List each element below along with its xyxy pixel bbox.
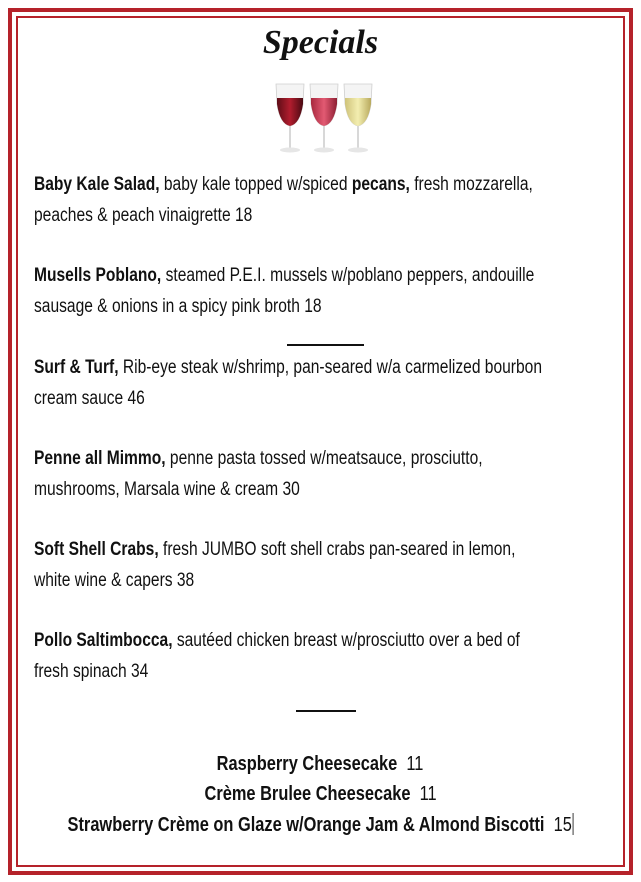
divider: [296, 710, 356, 712]
dessert-strawberry-creme: [0, 810, 641, 840]
divider: [287, 344, 364, 346]
item-name: Pollo Saltimbocca,: [34, 630, 173, 651]
wine-glasses-icon: [270, 78, 380, 160]
item-desc: sautéed chicken breast w/prosciutto over a bed of: [172, 630, 520, 651]
dessert-name: Raspberry Cheesecake: [217, 753, 398, 775]
dessert-name: Crème Brulee Cheesecake: [204, 783, 411, 805]
item-desc: steamed P.E.I. mussels w/poblano peppers, andouille: [161, 265, 535, 286]
red-wine-glass-icon: [276, 84, 304, 153]
item-desc: baby kale topped w/spiced: [159, 174, 352, 195]
item-name: Penne all Mimmo,: [34, 448, 166, 469]
menu-item-soft-shell-crabs: [34, 534, 518, 596]
menu-item-surf-and-turf: [34, 352, 542, 414]
rose-wine-glass-icon: [310, 84, 338, 153]
item-desc-line2: fresh spinach 34: [34, 661, 149, 682]
item-desc-line2: cream sauce 46: [34, 388, 145, 409]
menu-item-baby-kale-salad: [34, 169, 533, 231]
item-desc: penne pasta tossed w/meatsauce, prosciutto,: [165, 448, 483, 469]
menu-item-pollo-saltimbocca: [34, 625, 518, 687]
white-wine-glass-icon: [344, 84, 372, 153]
item-desc-line2: white wine & capers 38: [34, 570, 195, 591]
item-highlight: pecans,: [351, 174, 410, 195]
dessert-creme-brulee-cheesecake: [0, 779, 641, 809]
item-name: Baby Kale Salad,: [34, 174, 160, 195]
item-name: Soft Shell Crabs,: [34, 539, 159, 560]
item-desc: fresh JUMBO soft shell crabs pan-seared in lemon,: [158, 539, 516, 560]
item-desc-line2: peaches & peach vinaigrette 18: [34, 205, 253, 226]
dessert-raspberry-cheesecake: [0, 749, 641, 779]
item-desc-line2: mushrooms, Marsala wine & cream 30: [34, 479, 300, 500]
item-desc-line2: sausage & onions in a spicy pink broth 18: [34, 296, 322, 317]
page-title: Specials: [262, 24, 379, 61]
dessert-price: 15: [553, 814, 572, 836]
item-desc: fresh mozzarella,: [409, 174, 533, 195]
menu-item-penne-all-mimmo: [34, 443, 518, 505]
menu-item-musells-poblano: [34, 260, 535, 322]
item-desc: Rib-eye steak w/shrimp, pan-seared w/a carmelized bourbon: [118, 357, 542, 378]
dessert-name: Strawberry Crème on Glaze w/Orange Jam & Almond Biscotti: [67, 814, 545, 836]
dessert-price: 11: [419, 783, 437, 805]
item-name: Musells Poblano,: [34, 265, 162, 286]
item-name: Surf & Turf,: [34, 357, 119, 378]
dessert-price: 11: [406, 753, 424, 775]
text-cursor: [573, 813, 574, 835]
